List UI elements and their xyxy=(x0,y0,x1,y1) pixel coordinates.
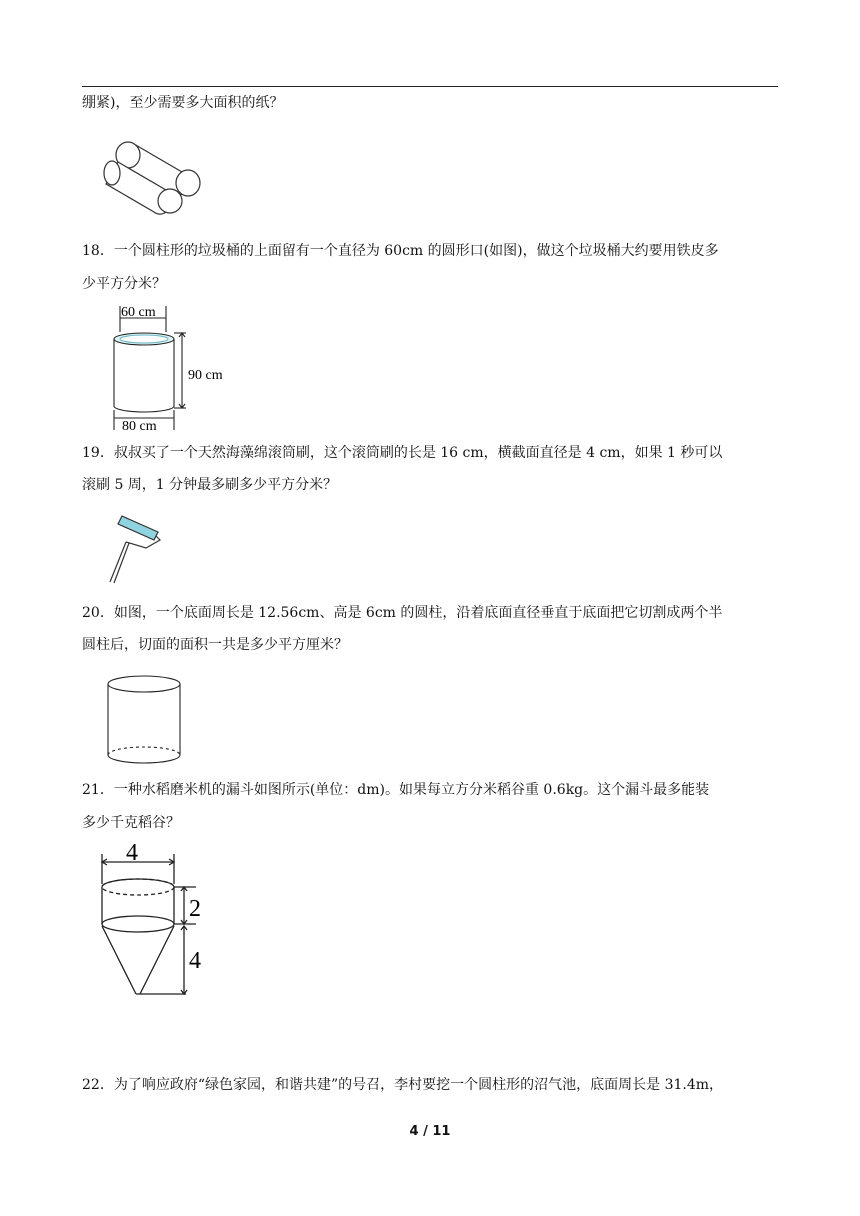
q19-line-2: 滚刷 5 周，1 分钟最多刷多少平方分米？ xyxy=(82,477,338,493)
two-cylinders-icon xyxy=(104,128,204,216)
funnel-dim-cylinder: 2 xyxy=(189,896,201,922)
funnel-dim-cone: 4 xyxy=(189,948,201,974)
q18-line-2: 少平方分米？ xyxy=(82,276,166,292)
funnel-dim-top: 4 xyxy=(126,840,138,866)
q19-line-1: 19．叔叔买了一个天然海藻绵滚筒刷，这个滚筒刷的长是 16 cm，横截面直径是 4 cm，如果 1 秒可以 xyxy=(82,445,723,461)
q17-text: 绷紧)，至少需要多大面积的纸？ xyxy=(82,95,284,111)
q21-line-1: 21．一种水稻磨米机的漏斗如图所示(单位：dm)。如果每立方分米稻谷重 0.6kg。这个漏斗最多能装 xyxy=(82,782,710,798)
dim-bottom-label: 80 cm xyxy=(122,419,157,434)
dim-top-label: 60 cm xyxy=(121,305,156,320)
q20-line-1: 20．如图，一个底面周长是 12.56cm、高是 6cm 的圆柱，沿着底面直径垂直于底面把它切割成两个半 xyxy=(82,605,723,621)
q18-line-1: 18．一个圆柱形的垃圾桶的上面留有一个直径为 60cm 的圆形口(如图)，做这个垃圾桶大约要用铁皮多 xyxy=(82,243,719,259)
paint-roller-icon xyxy=(104,508,168,586)
q21-line-2: 多少千克稻谷？ xyxy=(82,815,180,831)
cylinder-icon xyxy=(104,671,184,767)
dim-height-label: 90 cm xyxy=(188,368,223,383)
page-number: 4 / 11 xyxy=(409,1124,451,1139)
header-rule xyxy=(82,86,778,87)
trash-can-cylinder-icon xyxy=(108,298,248,434)
q22-line-1: 22．为了响应政府“绿色家园，和谐共建”的号召，李村要挖一个圆柱形的沼气池，底面周长是 31.4m， xyxy=(82,1077,724,1093)
q20-line-2: 圆柱后，切面的面积一共是多少平方厘米？ xyxy=(82,637,348,653)
funnel-icon xyxy=(96,840,216,1000)
